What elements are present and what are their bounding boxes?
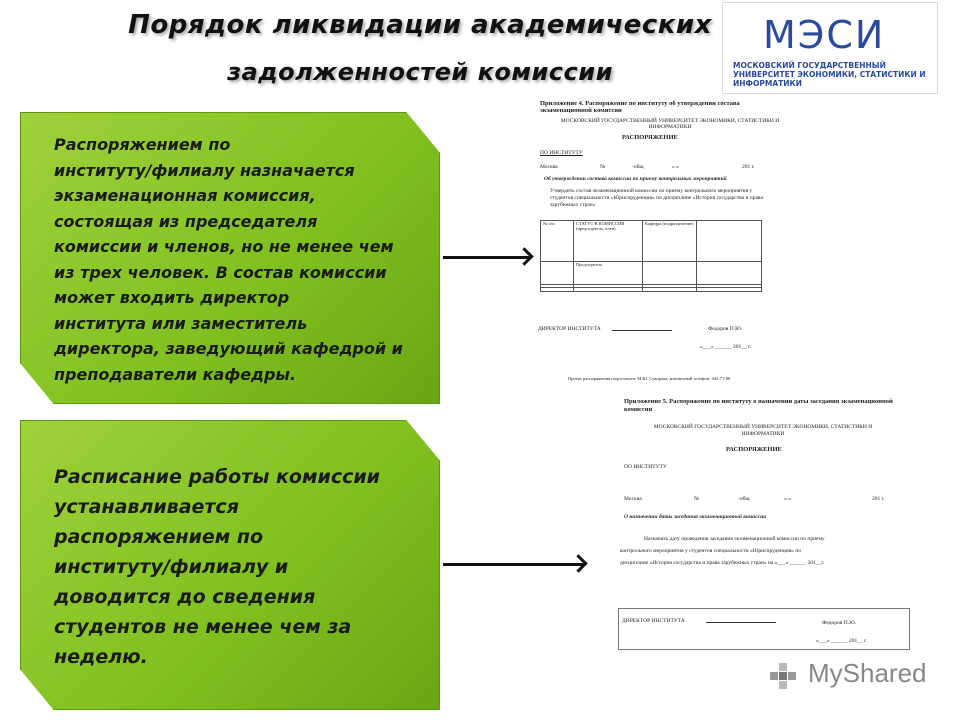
doc2-year: 201 г. xyxy=(872,496,885,502)
doc2-date-line: «___» ______ 201__ г. xyxy=(816,638,868,644)
mesi-logo xyxy=(722,2,938,94)
arrow-right-icon xyxy=(443,256,529,259)
doc1-obsh: -общ xyxy=(632,164,644,170)
slide-title-line2: задолженностей комиссии xyxy=(227,58,613,86)
doc2-quote: « » xyxy=(784,496,791,502)
commission-text: Распоряжением по институту/филиалу назначается экзаменационная комиссия, состоящая из председателя комиссии и членов, но не менее чем из трех человек. В состав комиссии может входить директор института или заместитель директора, заведующий кафедрой и преподаватели кафедры. xyxy=(54,135,403,384)
doc2-signature-line xyxy=(706,614,776,623)
doc1-date-line: «___» ______ 201__ г. xyxy=(700,344,752,350)
doc1-university: МОСКОВСКИЙ ГОСУДАРСТВЕННЫЙ УНИВЕРСИТЕТ ЭКОНОМИКИ, СТАТИСТИКИ И ИНФОРМАТИКИ xyxy=(560,118,780,130)
schedule-text: Расписание работы комиссии устанавливается распоряжением по институту/филиалу и доводится до сведения студентов не менее чем за неделю. xyxy=(54,466,380,668)
doc1-header: Приложение 4. Распоряжение по институту об утверждении состава экзаменационной комиссии xyxy=(540,100,740,114)
doc2-university: МОСКОВСКИЙ ГОСУДАРСТВЕННЫЙ УНИВЕРСИТЕТ ЭКОНОМИКИ, СТАТИСТИКИ И ИНФОРМАТИКИ xyxy=(653,424,873,437)
doc1-by-institute: ПО ИНСТИТУТУ xyxy=(540,150,583,156)
doc1-col2: СТАТУС В КОМИССИИ (председатель, член) xyxy=(574,221,643,262)
doc1-signer: Федоров П.Ю. xyxy=(708,326,743,332)
doc2-by-institute: ПО ИНСТИТУТУ xyxy=(624,464,667,470)
arrow-right-icon xyxy=(443,563,583,566)
doc1-city: Москва xyxy=(540,164,558,170)
doc2-num: № xyxy=(694,496,700,502)
logo-subtitle: МОСКОВСКИЙ ГОСУДАРСТВЕННЫЙ УНИВЕРСИТЕТ ЭКОНОМИКИ, СТАТИСТИКИ И ИНФОРМАТИКИ xyxy=(733,61,926,88)
doc1-body: Утвердить состав экзаменационной комиссии по приему контрольного мероприятия у студентов специальности «Юриспруденция» по дисциплине «История государства и права зарубежных стран» xyxy=(550,188,763,208)
doc1-type: РАСПОРЯЖЕНИЕ xyxy=(622,134,678,141)
doc1-num: № xyxy=(600,164,606,170)
doc2-obsh: -общ xyxy=(738,496,750,502)
doc2-body-line2: контрольного мероприятия у студентов специальности «Юриспруденция» по xyxy=(620,548,801,554)
doc2-city: Москва xyxy=(624,496,642,502)
doc2-type: РАСПОРЯЖЕНИЕ xyxy=(726,446,782,453)
myshared-logo-icon xyxy=(768,660,798,690)
doc2-body-line1: Назначить дату проведения заседания экзаменационной комиссии по приему xyxy=(644,536,825,542)
doc1-row1: Председатель xyxy=(574,262,643,284)
doc2-body-line3: дисциплине «История государства и права зарубежных стран» на «___» ______ 201__г. xyxy=(620,560,825,566)
doc2-subject: О назначении даты заседания экзаменационной комиссии xyxy=(624,514,767,520)
document-appendix-5 xyxy=(598,392,908,652)
doc2-signer: Федоров П.Ю. xyxy=(822,620,857,626)
doc1-col3: Кафедра (подразделение) xyxy=(643,221,697,262)
doc1-col4 xyxy=(697,221,762,262)
doc2-header: Приложение 5. Распоряжение по институту о назначении даты заседания экзаменационной комиссии xyxy=(624,398,893,413)
doc1-footer: Проект распоряжения подготовлен: М.Ю. Суворова, контактный телефон: 442-71-86 xyxy=(568,376,731,381)
document-appendix-4 xyxy=(532,98,782,390)
doc1-table xyxy=(540,220,762,292)
doc1-col1: № п/п xyxy=(541,221,574,262)
logo-name: МЭСИ xyxy=(763,13,886,57)
doc2-director: ДИРЕКТОР ИНСТИТУТА xyxy=(622,618,685,624)
doc1-year: 201 г. xyxy=(742,164,755,170)
doc1-director: ДИРЕКТОР ИНСТИТУТА xyxy=(538,326,601,332)
myshared-watermark xyxy=(768,656,938,696)
doc1-subject: Об утверждении состава комиссии по приему контрольных мероприятий xyxy=(544,176,727,182)
watermark-text: MyShared xyxy=(808,658,927,688)
doc1-quote: « » xyxy=(672,164,679,170)
slide-title-line1: Порядок ликвидации академических xyxy=(128,10,712,40)
doc1-signature-line xyxy=(612,324,672,331)
